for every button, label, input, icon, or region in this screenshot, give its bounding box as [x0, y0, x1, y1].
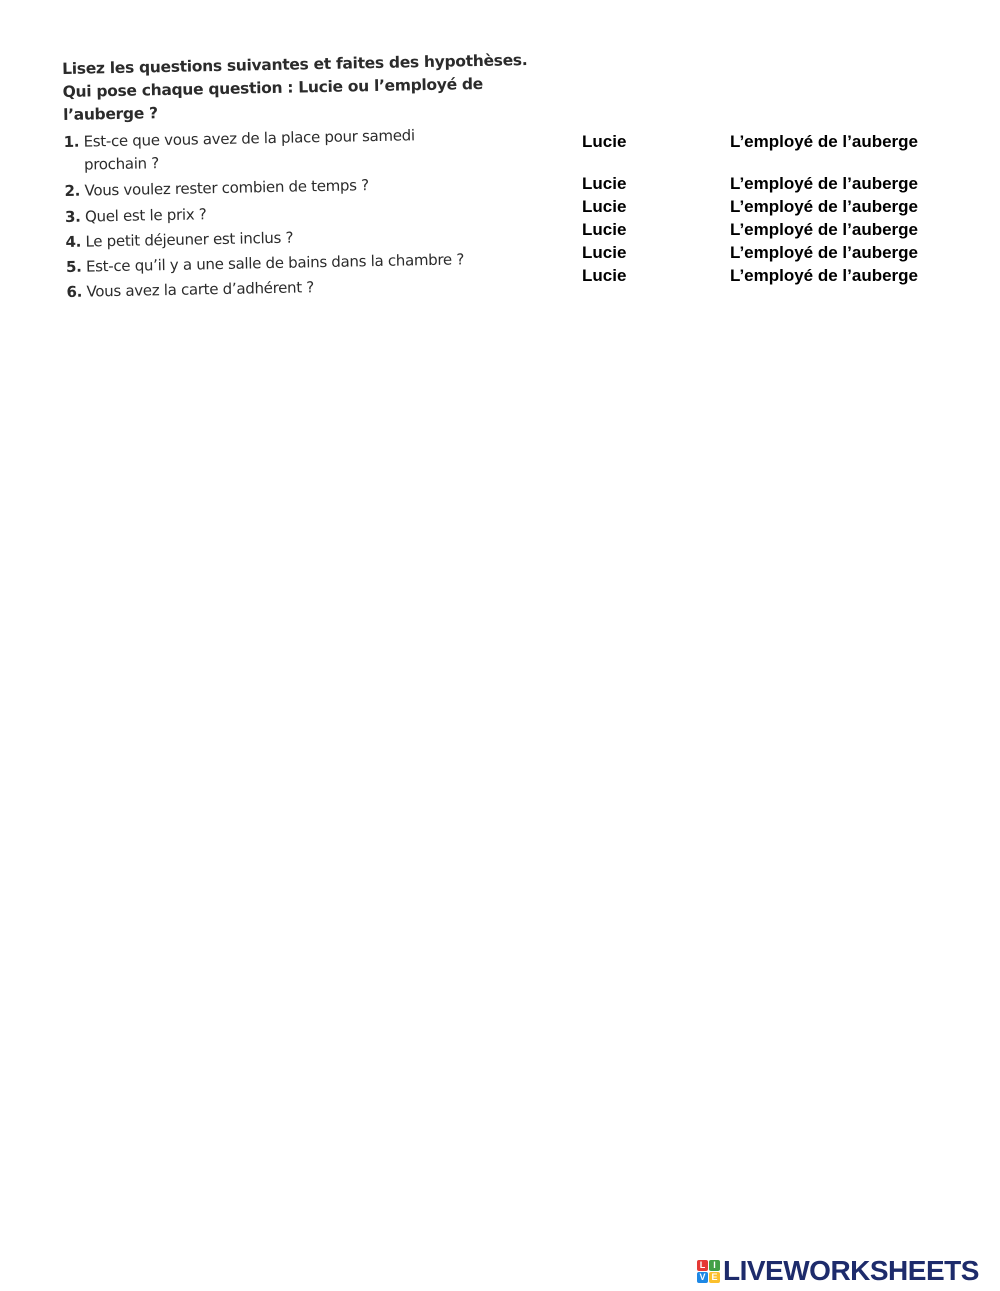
logo-tile: I [709, 1260, 720, 1271]
option-lucie-q6[interactable]: Lucie [582, 266, 627, 285]
option-lucie-q4[interactable]: Lucie [582, 220, 627, 239]
instructions-line-2: Qui pose chaque question : Lucie ou l’employé de [62, 74, 484, 101]
option-employe-q4[interactable]: L’employé de l’auberge [730, 220, 919, 239]
logo-tile: V [697, 1272, 708, 1283]
question-text: Quel est le prix ? [84, 205, 207, 226]
option-employe-q3[interactable]: L’employé de l’auberge [730, 197, 919, 216]
question-number: 3. [64, 207, 81, 226]
question-text: Vous voulez rester combien de temps ? [84, 176, 369, 200]
option-employe-q6[interactable]: L’employé de l’auberge [730, 266, 919, 285]
question-number: 2. [64, 181, 81, 200]
question-text: Est-ce que vous avez de la place pour samedi [83, 126, 415, 151]
option-lucie-q5[interactable]: Lucie [582, 243, 627, 262]
question-number: 5. [65, 257, 82, 276]
option-lucie-q2[interactable]: Lucie [582, 174, 627, 193]
liveworksheets-logo-icon [697, 1260, 720, 1283]
instructions-line-1: Lisez les questions suivantes et faites des hypothèses. [62, 51, 528, 78]
option-lucie-q3[interactable]: Lucie [582, 197, 627, 216]
question-number: 1. [63, 132, 80, 151]
answer-options [0, 0, 1000, 300]
instructions-line-3: l’auberge ? [62, 104, 158, 124]
question-text: Vous avez la carte d’adhérent ? [86, 278, 315, 301]
logo-tile: E [709, 1272, 720, 1283]
logo-tile: L [697, 1260, 708, 1271]
option-employe-q1[interactable]: L’employé de l’auberge [730, 132, 919, 151]
logo-text: LIVEWORKSHEETS [723, 1255, 979, 1286]
option-lucie-q1[interactable]: Lucie [582, 132, 627, 151]
option-employe-q2[interactable]: L’employé de l’auberge [730, 174, 919, 193]
question-number: 4. [65, 232, 82, 251]
question-text-continued: prochain ? [83, 154, 160, 174]
liveworksheets-logo[interactable] [697, 1255, 979, 1287]
question-text: Est-ce qu’il y a une salle de bains dans la chambre ? [85, 250, 465, 276]
option-employe-q5[interactable]: L’employé de l’auberge [730, 243, 919, 262]
question-text: Le petit déjeuner est inclus ? [85, 228, 294, 251]
question-number: 6. [66, 282, 83, 301]
